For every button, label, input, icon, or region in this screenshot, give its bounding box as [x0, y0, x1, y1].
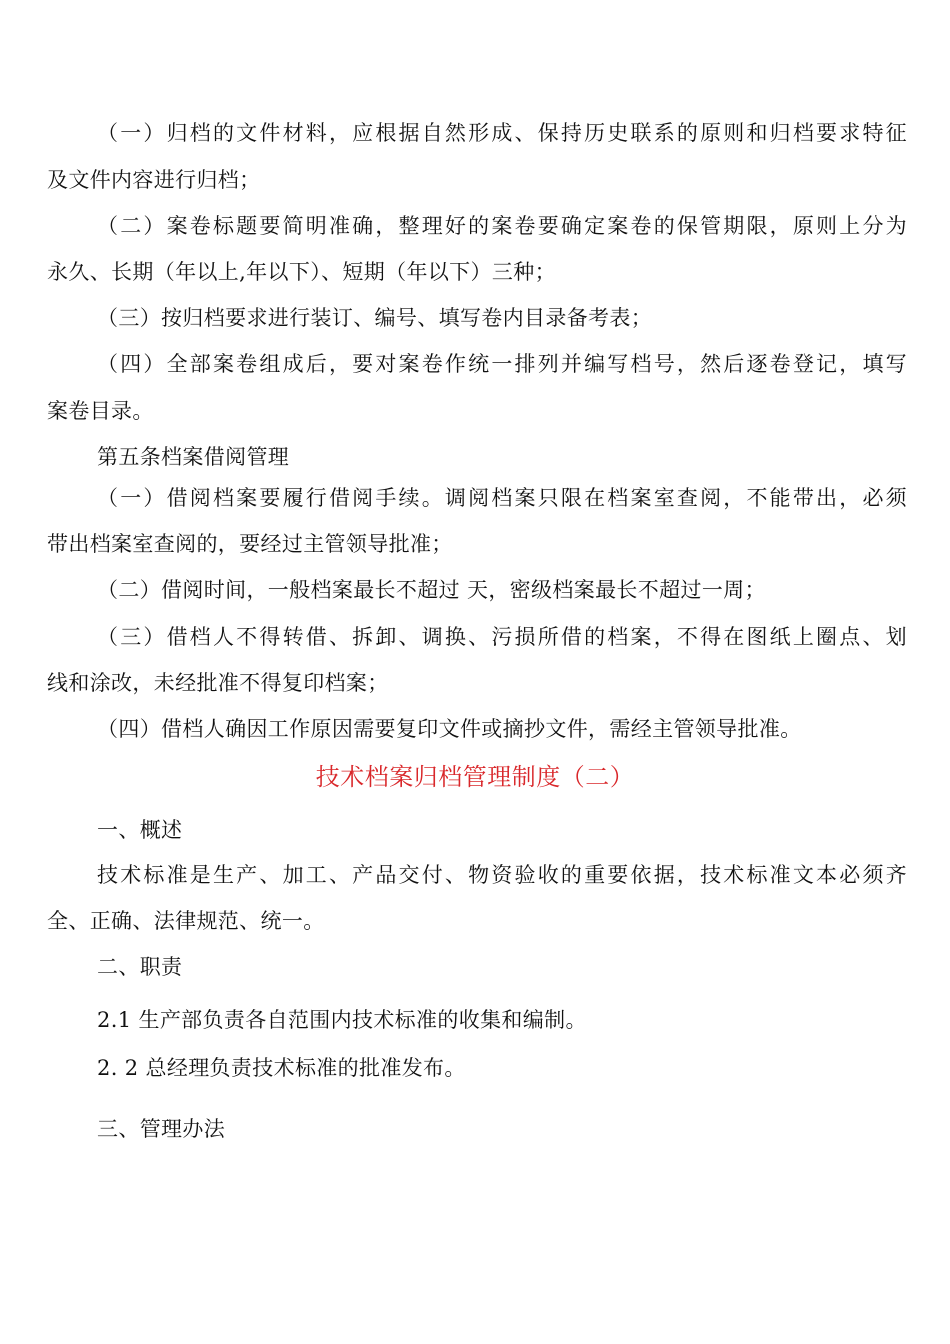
section-management-title: 三、管理办法	[97, 1117, 226, 1141]
document-heading: 技术档案归档管理制度（二）	[315, 763, 635, 791]
section-duties-title: 二、职责	[97, 955, 183, 979]
overview-line-1: 技术标准是生产、加工、产品交付、物资验收的重要依据，技术标准文本必须齐	[97, 863, 907, 887]
paragraph-4-line-1: （四）全部案卷组成后，要对案卷作统一排列并编写档号，然后逐卷登记，填写	[97, 352, 907, 376]
paragraph-6: （二）借阅时间，一般档案最长不超过 天，密级档案最长不超过一周；	[97, 578, 766, 602]
paragraph-7-line-1: （三）借档人不得转借、拆卸、调换、污损所借的档案，不得在图纸上圈点、划	[97, 625, 907, 649]
section-overview-title: 一、概述	[97, 818, 183, 842]
paragraph-2-line-1: （二）案卷标题要简明准确，整理好的案卷要确定案卷的保管期限，原则上分为	[97, 214, 907, 238]
paragraph-5-line-2: 带出档案室查阅的，要经过主管领导批准；	[47, 532, 453, 556]
paragraph-1-line-1: （一）归档的文件材料，应根据自然形成、保持历史联系的原则和归档要求特征	[97, 121, 907, 145]
paragraph-4-line-2: 案卷目录。	[47, 399, 154, 423]
paragraph-2-line-2: 永久、长期（年以上,年以下）、短期（年以下）三种；	[47, 260, 556, 284]
section-five-title: 第五条档案借阅管理	[97, 445, 290, 469]
duty-2-1: 2.1 生产部负责各自范围内技术标准的收集和编制。	[97, 1008, 587, 1032]
paragraph-3: （三）按归档要求进行装订、编号、填写卷内目录备考表；	[97, 306, 653, 330]
paragraph-1-line-2: 及文件内容进行归档；	[47, 168, 261, 192]
paragraph-7-line-2: 线和涂改，未经批准不得复印档案；	[47, 671, 389, 695]
paragraph-5-line-1: （一）借阅档案要履行借阅手续。调阅档案只限在档案室查阅，不能带出，必须	[97, 486, 907, 510]
paragraph-8: （四）借档人确因工作原因需要复印文件或摘抄文件，需经主管领导批准。	[97, 717, 802, 741]
overview-line-2: 全、正确、法律规范、统一。	[47, 909, 325, 933]
duty-2-2: 2. 2 总经理负责技术标准的批准发布。	[97, 1056, 466, 1080]
